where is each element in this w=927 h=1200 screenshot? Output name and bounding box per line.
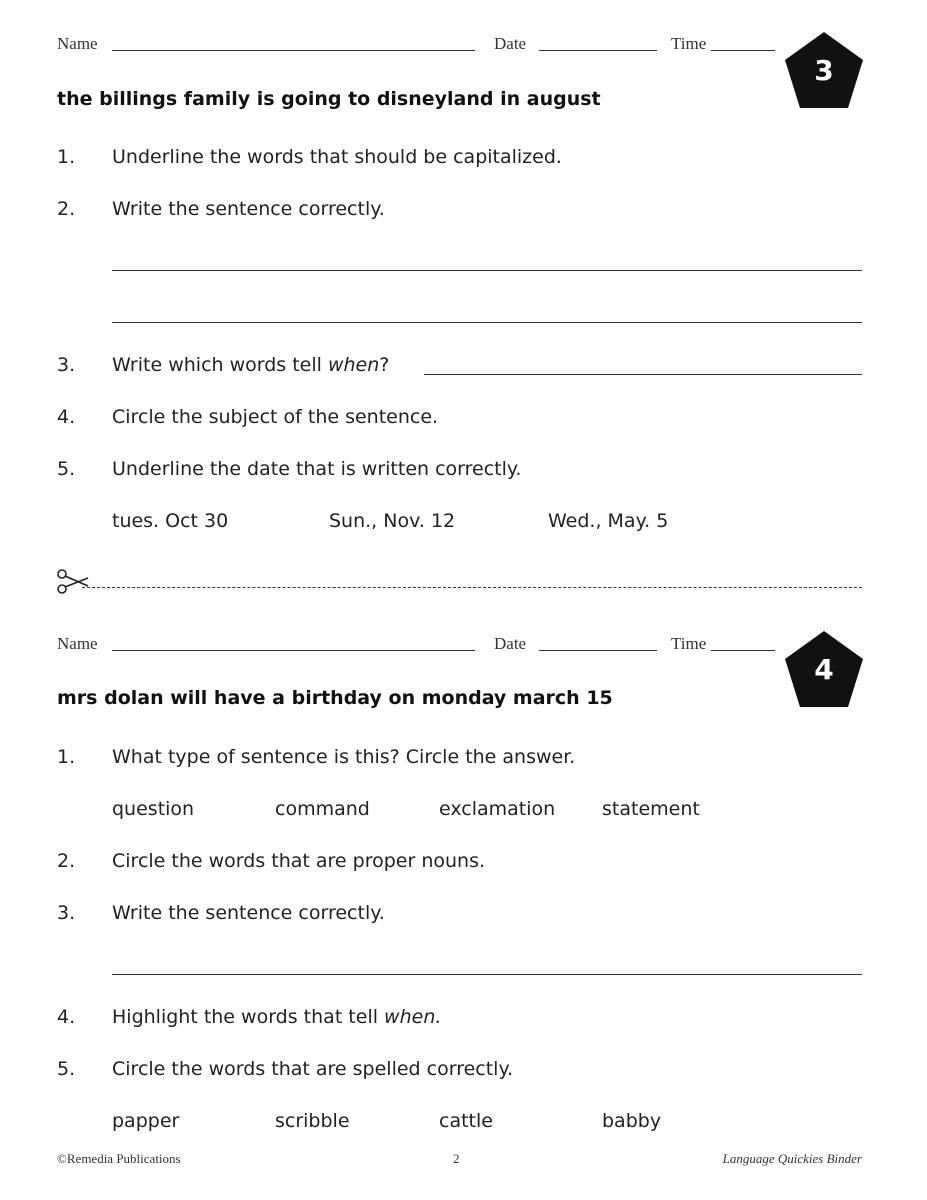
question-text: Circle the subject of the sentence.: [112, 406, 439, 428]
scissors-icon: [55, 568, 91, 596]
time-label: Time: [671, 634, 707, 653]
date-label: Date: [494, 634, 527, 653]
sentence-type-option[interactable]: question: [112, 798, 195, 820]
question-number: 3.: [57, 354, 76, 376]
badge-number: 3: [814, 54, 834, 87]
sentence-type-option[interactable]: statement: [602, 798, 700, 820]
sentence-type-option[interactable]: command: [275, 798, 370, 820]
spelling-option[interactable]: papper: [112, 1110, 180, 1132]
book-title: Language Quickies Binder: [722, 1151, 862, 1166]
question-number: 5.: [57, 458, 76, 480]
page-number: 2: [453, 1151, 460, 1166]
question-text: Write the sentence correctly.: [112, 902, 385, 924]
question-number: 5.: [57, 1058, 76, 1080]
time-label: Time: [671, 34, 707, 53]
name-field[interactable]: [112, 650, 475, 651]
badge-number: 4: [814, 653, 834, 686]
spelling-option[interactable]: babby: [602, 1110, 662, 1132]
answer-line[interactable]: [112, 322, 862, 323]
question-text: Circle the words that are spelled correctly.: [112, 1058, 514, 1080]
question-number: 2.: [57, 198, 76, 220]
practice-sentence: the billings family is going to disneyland in august: [57, 88, 601, 110]
question-number: 4.: [57, 406, 76, 428]
date-label: Date: [494, 34, 527, 53]
copyright-text: ©Remedia Publications: [57, 1151, 181, 1166]
question-text: Highlight the words that tell when.: [112, 1006, 442, 1028]
answer-line[interactable]: [112, 270, 862, 271]
time-field[interactable]: [711, 50, 775, 51]
name-field[interactable]: [112, 50, 475, 51]
date-option[interactable]: Wed., May. 5: [548, 510, 669, 532]
date-field[interactable]: [539, 50, 657, 51]
question-text: What type of sentence is this? Circle the answer.: [112, 746, 576, 768]
date-option[interactable]: Sun., Nov. 12: [329, 510, 456, 532]
spelling-option[interactable]: cattle: [439, 1110, 493, 1132]
name-label: Name: [57, 34, 98, 53]
question-number: 2.: [57, 850, 76, 872]
name-label: Name: [57, 634, 98, 653]
question-text: Underline the words that should be capitalized.: [112, 146, 562, 168]
spelling-option[interactable]: scribble: [275, 1110, 350, 1132]
question-text: Underline the date that is written correctly.: [112, 458, 522, 480]
lesson-badge-3: [785, 32, 863, 108]
question-number: 4.: [57, 1006, 76, 1028]
question-number: 1.: [57, 746, 76, 768]
date-field[interactable]: [539, 650, 657, 651]
question-text: Write which words tell when?: [112, 354, 390, 376]
practice-sentence: mrs dolan will have a birthday on monday march 15: [57, 687, 613, 709]
sentence-type-option[interactable]: exclamation: [439, 798, 556, 820]
answer-line[interactable]: [424, 374, 862, 375]
question-number: 1.: [57, 146, 76, 168]
answer-line[interactable]: [112, 974, 862, 975]
question-text: Write the sentence correctly.: [112, 198, 385, 220]
lesson-badge-4: [785, 631, 863, 707]
question-text: Circle the words that are proper nouns.: [112, 850, 486, 872]
time-field[interactable]: [711, 650, 775, 651]
date-option[interactable]: tues. Oct 30: [112, 510, 229, 532]
question-number: 3.: [57, 902, 76, 924]
dashed-cut-line: [82, 587, 862, 588]
